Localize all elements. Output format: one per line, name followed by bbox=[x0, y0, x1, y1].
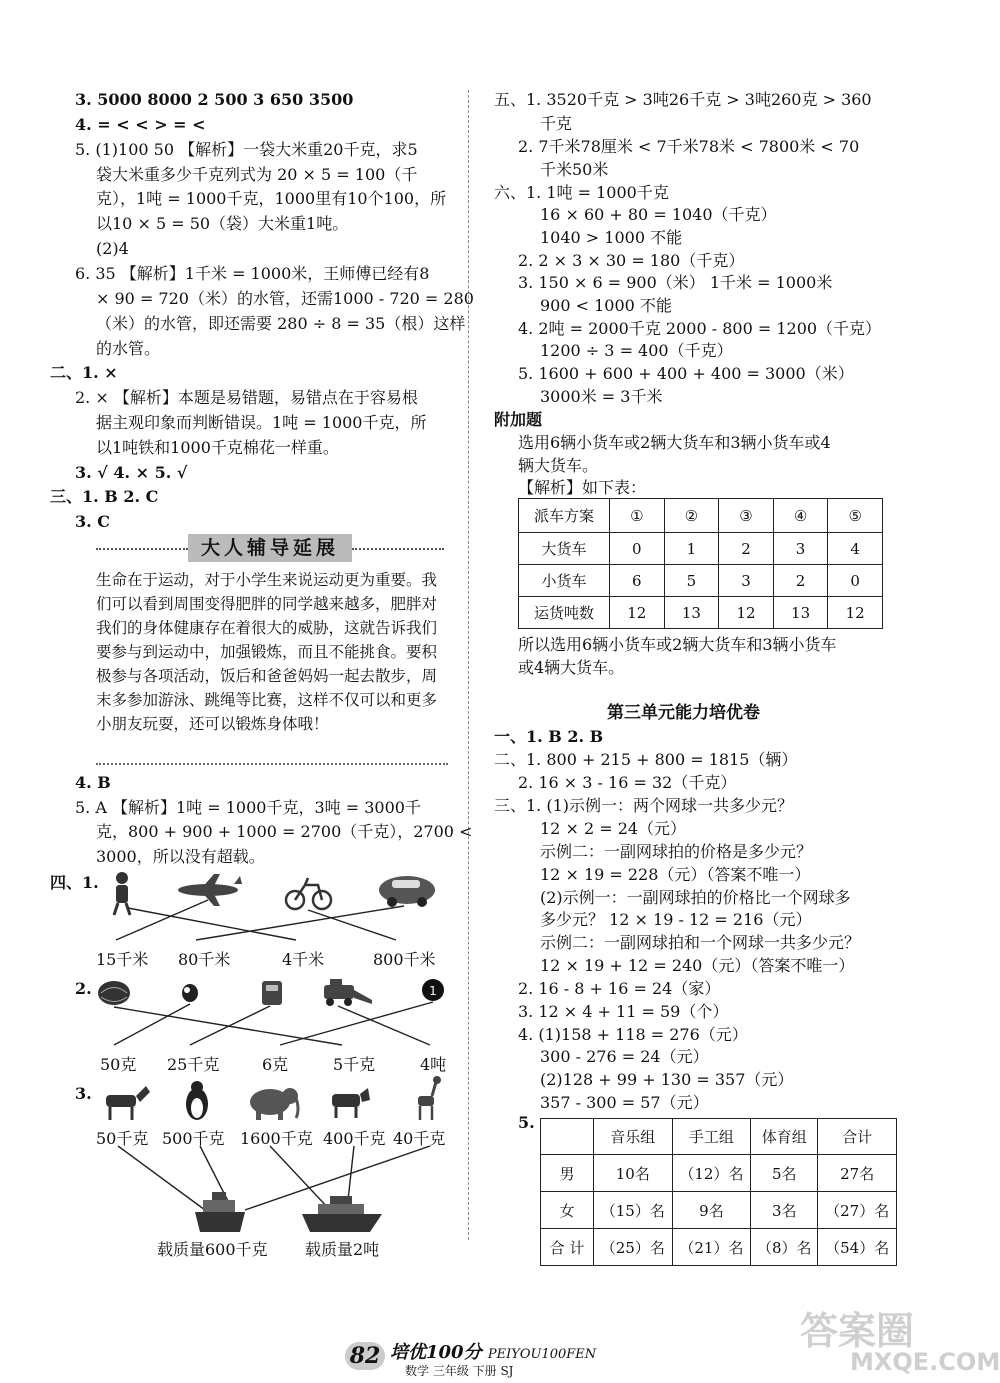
answer-line: （米）的水管，即还需要 280 ÷ 8 = 35（根）这样 bbox=[96, 314, 466, 333]
answer-line: 克），1吨 = 1000千克，1000里有10个100，所 bbox=[96, 189, 447, 208]
table-header-cell: 体育组 bbox=[751, 1119, 818, 1155]
answer-line: 袋大米重多少千克列式为 20 × 5 = 100（千 bbox=[96, 165, 418, 184]
answer-line: 300 - 276 = 24（元） bbox=[540, 1047, 709, 1066]
table-cell: 12 bbox=[828, 597, 883, 629]
answer-line: 2. 7千米78厘米 < 7千米78米 < 7800米 < 70 bbox=[518, 137, 860, 156]
answer-line: 3. 5000 8000 2 500 3 650 3500 bbox=[75, 90, 354, 109]
table-cell: 运货吨数 bbox=[519, 597, 610, 629]
boat-label: 载质量600千克 bbox=[157, 1240, 268, 1259]
match1-label: 4千米 bbox=[282, 950, 325, 969]
match2-label: 4吨 bbox=[420, 1055, 447, 1074]
match2-lines bbox=[114, 1002, 433, 1045]
answer-line: 12 × 2 = 24（元） bbox=[540, 819, 687, 838]
table-cell: 3 bbox=[719, 565, 774, 597]
answer-line: 12 × 19 = 228（元）（答案不唯一） bbox=[540, 865, 811, 884]
answer-line: 2. 16 × 3 - 16 = 32（千克） bbox=[518, 773, 737, 792]
match2-label: 25千克 bbox=[167, 1055, 220, 1074]
match3-label: 50千克 bbox=[96, 1129, 149, 1148]
answer-line: 千克 bbox=[540, 114, 573, 133]
table-cell: 12 bbox=[719, 597, 774, 629]
answer-line: 以10 × 5 = 50（袋）大米重1吨。 bbox=[96, 214, 349, 233]
answer-line: 3000米 = 3千米 bbox=[540, 387, 663, 406]
answer-line: 选用6辆小货车或2辆大货车和3辆小货车或4 bbox=[518, 433, 831, 452]
table-row bbox=[541, 1192, 897, 1229]
answer-line: 3. 150 × 6 = 900（米） 1千米 = 1000米 bbox=[518, 273, 833, 292]
watermark-logo: 答案圈 bbox=[800, 1309, 915, 1353]
table-cell: 3名 bbox=[751, 1192, 818, 1229]
answer-line: 二、1. 800 + 215 + 800 = 1815（辆） bbox=[494, 750, 798, 769]
table-header-cell: ④ bbox=[773, 499, 828, 533]
penguin-icon bbox=[186, 1081, 208, 1120]
table-header-cell bbox=[541, 1119, 594, 1155]
answer-line: 357 - 300 = 57（元） bbox=[540, 1093, 709, 1112]
match1-lines bbox=[116, 900, 404, 940]
brand-name: 培优100分 bbox=[390, 1342, 482, 1363]
table-cell: 5名 bbox=[751, 1155, 818, 1192]
answer-line: 1200 ÷ 3 = 400（千克） bbox=[540, 341, 733, 360]
answer-line: 三、1. B 2. C bbox=[50, 487, 159, 506]
answer-line: 3. C bbox=[75, 512, 111, 531]
match3-lines bbox=[118, 1146, 430, 1210]
answer-line: 4. 2吨 = 2000千克 2000 - 800 = 1200（千克） bbox=[518, 319, 882, 338]
truck-plan-table bbox=[518, 498, 883, 629]
answer-line: 5. (1)100 50 【解析】一袋大米重20千克，求5 bbox=[75, 140, 418, 159]
table-header-cell: ① bbox=[610, 499, 665, 533]
match3-label: 500千克 bbox=[162, 1129, 225, 1148]
excavator-icon bbox=[324, 979, 372, 1006]
table-row bbox=[541, 1155, 897, 1192]
table-header-cell: 合计 bbox=[818, 1119, 897, 1155]
table-cell: 女 bbox=[541, 1192, 594, 1229]
answer-line: 3. √ 4. × 5. √ bbox=[75, 463, 188, 482]
match1-label: 800千米 bbox=[373, 950, 436, 969]
answer-line: 12 × 19 + 12 = 240（元）（答案不唯一） bbox=[540, 956, 855, 975]
answer-line: 900 < 1000 不能 bbox=[540, 296, 672, 315]
answer-line: 以1吨铁和1000千克棉花一样重。 bbox=[96, 438, 339, 457]
answer-line: 4. B bbox=[75, 773, 111, 792]
answer-line: 四、1. bbox=[50, 873, 99, 892]
answer-line: 1040 > 1000 不能 bbox=[540, 228, 683, 247]
bicycle-icon bbox=[286, 878, 331, 909]
answer-line: 5. bbox=[518, 1113, 535, 1132]
table-header-cell: 音乐组 bbox=[594, 1119, 673, 1155]
match1-label: 80千米 bbox=[178, 950, 231, 969]
table-row bbox=[519, 597, 883, 629]
match2-label: 5千克 bbox=[333, 1055, 376, 1074]
deer-icon bbox=[418, 1076, 441, 1120]
table-cell: （25）名 bbox=[594, 1229, 673, 1266]
answer-line: 3. 12 × 4 + 11 = 59（个） bbox=[518, 1002, 729, 1021]
table-row bbox=[541, 1229, 897, 1266]
car-icon bbox=[379, 876, 435, 907]
answer-line: 六、1. 1吨 = 1000千克 bbox=[494, 183, 669, 202]
answer-line: 2. bbox=[75, 979, 92, 998]
answer-line: 6. 35 【解析】1千米 = 1000米，王师傅已经有8 bbox=[75, 264, 430, 283]
cow-icon bbox=[332, 1088, 370, 1118]
answer-line: 示例二：一副网球拍和一个网球一共多少元？ bbox=[540, 933, 861, 952]
table-cell: （21）名 bbox=[672, 1229, 751, 1266]
table-cell: 9名 bbox=[672, 1192, 751, 1229]
answer-line: × 90 = 720（米）的水管，还需1000 - 720 = 280 bbox=[96, 289, 474, 308]
page-number: 82 bbox=[345, 1342, 385, 1370]
answer-line: 多少元？ 12 × 19 - 12 = 216（元） bbox=[540, 910, 812, 929]
table-cell: 12 bbox=[610, 597, 665, 629]
answer-line: 2. × 【解析】本题是易错题，易错点在于容易根 bbox=[75, 388, 418, 407]
answer-line: 4. (1)158 + 118 = 276（元） bbox=[518, 1025, 748, 1044]
brand-latin: PEIYOU100FEN bbox=[487, 1347, 597, 1362]
table-cell: （12）名 bbox=[672, 1155, 751, 1192]
answer-line: 示例二：一副网球拍的价格是多少元？ bbox=[540, 842, 813, 861]
airplane-icon bbox=[178, 874, 242, 906]
match3-label: 40千克 bbox=[393, 1129, 446, 1148]
watermark-url: MXQE.COM bbox=[850, 1348, 1000, 1376]
answer-line: (2)4 bbox=[96, 239, 129, 258]
match3-label: 1600千克 bbox=[240, 1129, 313, 1148]
answer-line: 所以选用6辆小货车或2辆大货车和3辆小货车 bbox=[518, 635, 837, 654]
table-cell: 2 bbox=[773, 565, 828, 597]
large-ship-icon bbox=[302, 1196, 382, 1232]
answer-line: 二、1. × bbox=[50, 363, 118, 382]
table-cell: 2 bbox=[719, 533, 774, 565]
ball-icon bbox=[422, 979, 444, 1001]
answer-line: 一、1. B 2. B bbox=[494, 727, 604, 746]
answer-line: (2)示例一：一副网球拍的价格比一个网球多 bbox=[540, 888, 851, 907]
table-cell: 4 bbox=[828, 533, 883, 565]
table-header-cell: ⑤ bbox=[828, 499, 883, 533]
match3-label: 400千克 bbox=[323, 1129, 386, 1148]
table-cell: 13 bbox=[664, 597, 719, 629]
answer-line: 五、1. 3520千克 > 3吨26千克 > 3吨260克 > 360 bbox=[494, 90, 872, 109]
section-title: 第三单元能力培优卷 bbox=[607, 703, 760, 723]
table-cell: （15）名 bbox=[594, 1192, 673, 1229]
answer-line: 三、1. (1)示例一：两个网球一共多少元？ bbox=[494, 796, 794, 815]
table-cell: 小货车 bbox=[519, 565, 610, 597]
table-cell: 0 bbox=[828, 565, 883, 597]
table-cell: 5 bbox=[664, 565, 719, 597]
table-cell: 27名 bbox=[818, 1155, 897, 1192]
table-header-cell: ③ bbox=[719, 499, 774, 533]
answer-line: 2. 16 - 8 + 16 = 24（家） bbox=[518, 979, 721, 998]
parent-guide-paragraph: 生命在于运动，对于小学生来说运动更为重要。我们可以看到周围变得肥胖的同学越来越多，肥胖对我们的身体健康存在着很大的威胁，这就告诉我们要参与到运动中，加强锻炼，而且不能挑食。要积极参与各项活动，饭后和爸爸妈妈一起去散步，周末多参加游泳、跳绳等比赛，这样不仅可以和更多小朋友玩耍，还可以锻炼身体哦！ bbox=[96, 571, 438, 733]
group-count-table bbox=[540, 1118, 897, 1266]
boat-label: 载质量2吨 bbox=[305, 1240, 380, 1259]
table-cell: 6 bbox=[610, 565, 665, 597]
table-cell: 1 bbox=[664, 533, 719, 565]
answer-line: 或4辆大货车。 bbox=[518, 658, 625, 677]
answer-line: 克，800 + 900 + 1000 = 2700（千克），2700 < bbox=[96, 822, 473, 841]
svg-text:1: 1 bbox=[429, 984, 437, 998]
answer-line: 2. 2 × 3 × 30 = 180（千克） bbox=[518, 251, 745, 270]
table-cell: 合 计 bbox=[541, 1229, 594, 1266]
match2-label: 50克 bbox=[100, 1055, 137, 1074]
table-cell: 0 bbox=[610, 533, 665, 565]
table-header-cell: 派车方案 bbox=[519, 499, 610, 533]
table-header-cell: 手工组 bbox=[672, 1119, 751, 1155]
match1-label: 15千米 bbox=[96, 950, 149, 969]
answer-line: 3. bbox=[75, 1084, 92, 1103]
answer-line: 5. A 【解析】1吨 = 1000千克，3吨 = 3000千 bbox=[75, 798, 421, 817]
table-row bbox=[519, 533, 883, 565]
donkey-icon bbox=[106, 1086, 150, 1120]
table-cell: 10名 bbox=[594, 1155, 673, 1192]
banner-title: 大人辅导延展 bbox=[188, 534, 352, 562]
answer-line: 【解析】如下表： bbox=[518, 478, 647, 497]
footer-subtitle: 数学 三年级 下册 SJ bbox=[405, 1364, 514, 1378]
match2-label: 6克 bbox=[262, 1055, 289, 1074]
table-cell: （8）名 bbox=[751, 1229, 818, 1266]
brand-title bbox=[390, 1338, 596, 1364]
small-ship-icon bbox=[195, 1192, 245, 1232]
table-cell: （54）名 bbox=[818, 1229, 897, 1266]
table-row bbox=[519, 499, 883, 533]
bag-icon bbox=[262, 981, 282, 1005]
section-label: 附加题 bbox=[494, 410, 543, 429]
elephant-icon bbox=[250, 1088, 298, 1120]
answer-line: 16 × 60 + 80 = 1040（千克） bbox=[540, 205, 777, 224]
answer-line: 据主观印象而判断错误。1吨 = 1000千克，所 bbox=[96, 413, 427, 432]
answer-line: 的水管。 bbox=[96, 339, 161, 358]
table-cell: 男 bbox=[541, 1155, 594, 1192]
answer-line: 辆大货车。 bbox=[518, 456, 599, 475]
table-cell: （27）名 bbox=[818, 1192, 897, 1229]
answer-line: 4. = < < > = < bbox=[75, 115, 206, 134]
watermelon-icon bbox=[98, 981, 130, 1005]
table-row bbox=[541, 1119, 897, 1155]
answer-line: 3000，所以没有超载。 bbox=[96, 847, 265, 866]
table-cell: 13 bbox=[773, 597, 828, 629]
answer-line: (2)128 + 99 + 130 = 357（元） bbox=[540, 1070, 794, 1089]
answer-line: 千米50米 bbox=[540, 160, 609, 179]
table-cell: 3 bbox=[773, 533, 828, 565]
child-walking-icon bbox=[114, 872, 130, 915]
egg-icon bbox=[182, 984, 198, 1002]
table-header-cell: ② bbox=[664, 499, 719, 533]
table-row bbox=[519, 565, 883, 597]
answer-line: 5. 1600 + 600 + 400 + 400 = 3000（米） bbox=[518, 364, 854, 383]
table-cell: 大货车 bbox=[519, 533, 610, 565]
